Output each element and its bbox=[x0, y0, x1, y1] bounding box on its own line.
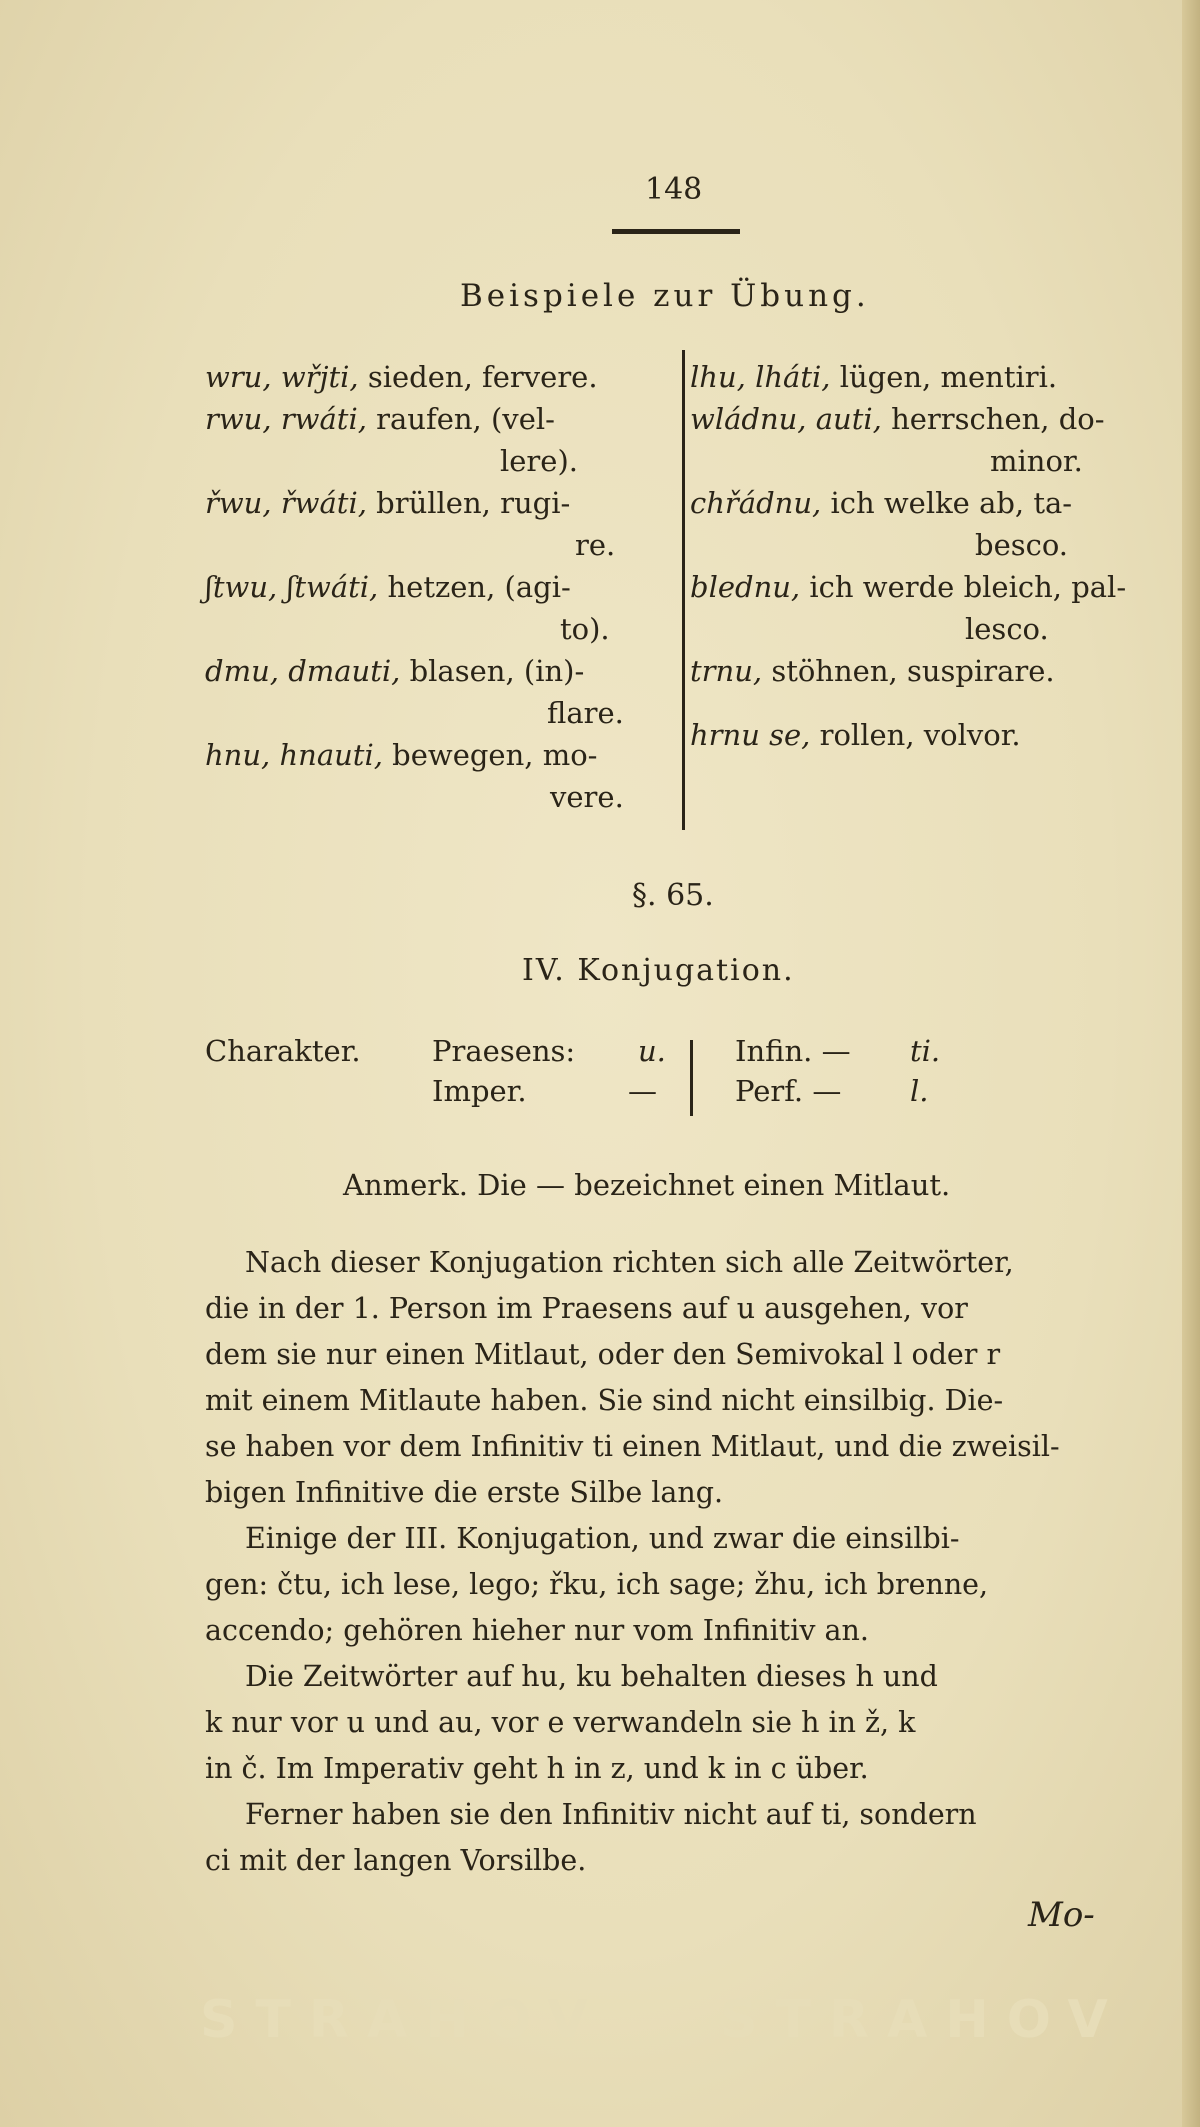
watermark-left: STRAHOV bbox=[200, 1990, 606, 2050]
example-row: trnu, stöhnen, suspirare. bbox=[690, 654, 1055, 688]
perf-label: Perf. — bbox=[735, 1074, 842, 1108]
imper-value: — bbox=[628, 1074, 657, 1108]
section-heading: Beispiele zur Übung. bbox=[460, 278, 870, 314]
paragraph-1-line: bigen Infinitive die erste Silbe lang. bbox=[205, 1476, 724, 1509]
paragraph-2-line: accendo; gehören hieher nur vom Infinitiv an. bbox=[205, 1614, 869, 1647]
paragraph-1-line: se haben vor dem Infinitiv ti einen Mitlaut, und die zweisil- bbox=[205, 1430, 1060, 1463]
paragraph-2-first: Einige der III. Konjugation, und zwar die einsilbi- bbox=[245, 1522, 960, 1555]
example-row: wládnu, auti, herrschen, do- bbox=[690, 402, 1105, 436]
paragraph-1-line: die in der 1. Person im Praesens auf u ausgehen, vor bbox=[205, 1292, 968, 1325]
page-number-rule bbox=[612, 229, 740, 234]
paragraph-4-first: Ferner haben sie den Infinitiv nicht auf ti, sondern bbox=[245, 1798, 977, 1831]
example-row: blednu, ich werde bleich, pal- bbox=[690, 570, 1127, 604]
paragraph-1-first: Nach dieser Konjugation richten sich alle Zeitwörter, bbox=[245, 1246, 1014, 1279]
example-row-cont: vere. bbox=[550, 780, 624, 814]
imper-label: Imper. bbox=[432, 1074, 527, 1108]
paragraph-4-line: ci mit der langen Vorsilbe. bbox=[205, 1844, 587, 1877]
page-edge bbox=[1182, 0, 1200, 2127]
infin-value: ti. bbox=[910, 1034, 941, 1068]
example-row: dmu, dmauti, blasen, (in)- bbox=[205, 654, 585, 688]
conjugation-title: IV. Konjugation. bbox=[522, 953, 795, 988]
example-row: chřádnu, ich welke ab, ta- bbox=[690, 486, 1073, 520]
example-row-cont: besco. bbox=[975, 528, 1069, 562]
praesens-value: u. bbox=[638, 1034, 666, 1068]
example-row-cont: to). bbox=[560, 612, 610, 646]
watermark-right: STRAHOV bbox=[720, 1990, 1126, 2050]
example-row: wru, wřjti, sieden, fervere. bbox=[205, 360, 598, 394]
example-row: hnu, hnauti, bewegen, mo- bbox=[205, 738, 598, 772]
infin-label: Infin. — bbox=[735, 1034, 851, 1068]
example-row-cont: lesco. bbox=[965, 612, 1049, 646]
catchword: Mo- bbox=[1028, 1895, 1095, 1935]
left-example-column bbox=[205, 356, 624, 818]
example-row: ʃtwu, ʃtwáti, hetzen, (agi- bbox=[205, 570, 571, 604]
note-line: Anmerk. Die — bezeichnet einen Mitlaut. bbox=[343, 1168, 951, 1202]
section-number: §. 65. bbox=[632, 878, 714, 913]
praesens-label: Praesens: bbox=[432, 1034, 576, 1068]
example-row-cont: minor. bbox=[990, 444, 1083, 478]
paragraph-3-first: Die Zeitwörter auf hu, ku behalten dieses h und bbox=[245, 1660, 938, 1693]
column-divider bbox=[682, 350, 685, 830]
page-number: 148 bbox=[645, 172, 703, 207]
example-row: hrnu se, rollen, volvor. bbox=[690, 718, 1021, 752]
right-example-column bbox=[690, 356, 1126, 756]
example-row-cont: re. bbox=[575, 528, 616, 562]
paragraph-1-line: dem sie nur einen Mitlaut, oder den Semivokal l oder r bbox=[205, 1338, 1001, 1371]
character-divider bbox=[690, 1040, 693, 1116]
example-row-cont: lere). bbox=[500, 444, 578, 478]
paragraph-2-line: gen: čtu, ich lese, lego; řku, ich sage; žhu, ich brenne, bbox=[205, 1568, 989, 1601]
example-row: rwu, rwáti, raufen, (vel- bbox=[205, 402, 555, 436]
perf-value: l. bbox=[910, 1074, 929, 1108]
example-row: řwu, řwáti, brüllen, rugi- bbox=[205, 486, 571, 520]
character-label: Charakter. bbox=[205, 1034, 361, 1068]
paragraph-3-line: in č. Im Imperativ geht h in z, und k in c über. bbox=[205, 1752, 869, 1785]
paragraph-3-line: k nur vor u und au, vor e verwandeln sie h in ž, k bbox=[205, 1706, 916, 1739]
example-row: lhu, lháti, lügen, mentiri. bbox=[690, 360, 1058, 394]
example-row-cont: flare. bbox=[547, 696, 624, 730]
paragraph-1-line: mit einem Mitlaute haben. Sie sind nicht einsilbig. Die- bbox=[205, 1384, 1004, 1417]
